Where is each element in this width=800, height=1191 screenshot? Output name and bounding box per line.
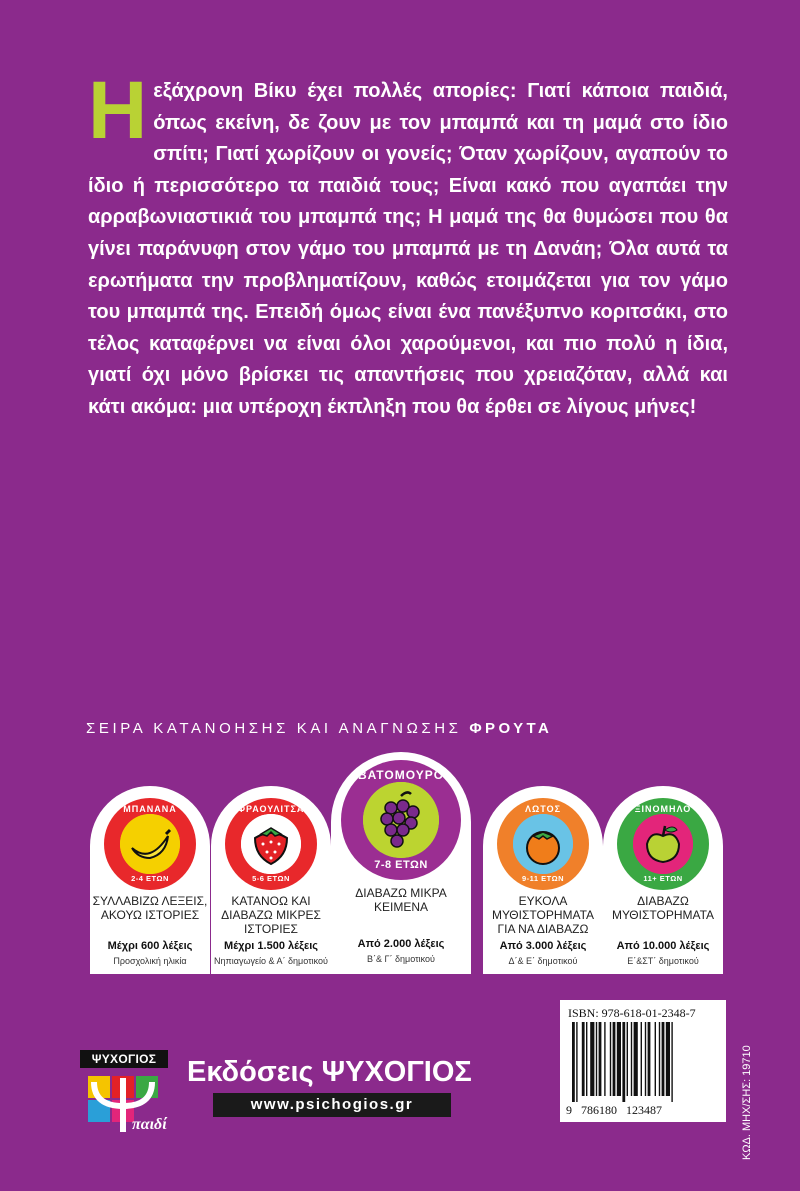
series-label: ΣΕΙΡΑ ΚΑΤΑΝΟΗΣΗΣ ΚΑΙ ΑΝΑΓΝΩΣΗΣ <box>86 720 462 737</box>
product-code-text: ΚΩΔ. ΜΗΧ/ΣΗΣ: 19710 <box>741 1045 753 1160</box>
barcode-bar <box>648 1022 651 1096</box>
barcode-bar <box>641 1022 642 1096</box>
apple-badge <box>617 798 709 890</box>
banana-icon <box>120 814 180 874</box>
level-word-count: Μέχρι 1.500 λέξεις <box>224 940 318 952</box>
publisher-name: Εκδόσεις ΨΥΧΟΓΙΟΣ <box>187 1056 472 1088</box>
barcode-bar <box>599 1022 602 1096</box>
level-grade: Προσχολική ηλικία <box>113 956 187 966</box>
series-name: ΦΡΟΥΤΑ <box>469 720 553 737</box>
level-card-strawberry <box>211 786 331 974</box>
barcode-bar <box>576 1022 577 1102</box>
badge-fruit-name: ΜΠΑΝΑΝΑ <box>123 804 177 814</box>
isbn-barcode <box>560 1000 726 1122</box>
blackberry-badge <box>341 760 461 880</box>
barcode-bar <box>662 1022 665 1096</box>
persimmon-icon <box>513 814 573 874</box>
level-grade: Β΄& Γ΄ δημοτικού <box>367 954 435 964</box>
logo-subtitle: παιδί <box>132 1116 167 1133</box>
barcode-bar <box>586 1022 587 1096</box>
level-description: ΔΙΑΒΑΖΩ ΜΙΚΡΑ ΚΕΙΜΕΝΑ <box>355 886 447 914</box>
back-cover-blurb <box>88 65 728 424</box>
badge-fruit-name: ΒΑΤΟΜΟΥΡΟ <box>357 768 445 782</box>
badge-age: 9-11 ΕΤΩΝ <box>521 874 565 883</box>
badge-age: 5-6 ΕΤΩΝ <box>252 874 290 883</box>
level-card-banana <box>90 786 210 974</box>
level-description: ΣΥΛΛΑΒΙΖΩ ΛΕΞΕΙΣ, ΑΚΟΥΩ ΙΣΤΟΡΙΕΣ <box>92 894 208 922</box>
badge-fruit-name: ΞΙΝΟΜΗΛΟ <box>634 804 692 814</box>
level-word-count: Μέχρι 600 λέξεις <box>107 940 193 952</box>
barcode-bar <box>596 1022 597 1096</box>
isbn-label: ISBN: 978-618-01-2348-7 <box>568 1006 696 1020</box>
badge-age: 7-8 ΕΤΩΝ <box>374 859 428 871</box>
level-card-persimmon <box>483 786 603 974</box>
level-card-apple <box>603 786 723 974</box>
level-description: ΔΙΑΒΑΖΩ ΜΥΘΙΣΤΟΡΗΜΑΤΑ <box>611 894 715 922</box>
level-description: ΚΑΤΑΝΟΩ ΚΑΙ ΔΙΑΒΑΖΩ ΜΙΚΡΕΣ ΙΣΤΟΡΙΕΣ <box>221 894 321 936</box>
barcode-bar <box>613 1022 616 1096</box>
barcode-bar <box>572 1022 575 1102</box>
badge-fruit-name: ΛΩΤΟΣ <box>525 804 561 814</box>
publisher-logo <box>80 1050 168 1142</box>
barcode-bar <box>617 1022 621 1096</box>
product-code <box>741 1040 755 1160</box>
barcode-bar <box>622 1022 625 1102</box>
barcode-digits: 9 786180 123487 <box>566 1103 662 1117</box>
barcode-bar <box>645 1022 646 1096</box>
barcode-bar <box>604 1022 605 1096</box>
level-grade: Ε΄&ΣΤ΄ δημοτικού <box>627 956 699 966</box>
level-word-count: Από 3.000 λέξεις <box>499 940 587 952</box>
drop-cap: Η <box>88 65 148 156</box>
strawberry-badge <box>225 798 317 890</box>
level-card-blackberry <box>331 752 471 974</box>
level-grade: Δ΄& Ε΄ δημοτικού <box>508 956 578 966</box>
level-word-count: Από 2.000 λέξεις <box>357 938 445 950</box>
level-description: ΕΥΚΟΛΑ ΜΥΘΙΣΤΟΡΗΜΑΤΑ ΓΙΑ ΝΑ ΔΙΑΒΑΖΩ <box>491 894 595 936</box>
level-grade: Νηπιαγωγείο & Α΄ δημοτικού <box>214 956 328 966</box>
barcode-bar <box>666 1022 670 1096</box>
barcode-bar <box>627 1022 628 1096</box>
badge-age: 2-4 ΕΤΩΝ <box>131 874 169 883</box>
badge-fruit-name: ΦΡΑΟΥΛΙΤΣΑ <box>237 804 305 814</box>
barcode-bar <box>590 1022 594 1096</box>
apple-icon <box>633 814 693 874</box>
banana-badge <box>104 798 196 890</box>
blurb-text: εξάχρονη Βίκυ έχει πολλές απορίες: Γιατί κάποια παιδιά, όπως εκείνη, δε ζουν με τον μπαμπά και τη μαμά στο ίδιο σπίτι; Γιατί χωρίζουν οι γονείς; Όταν χωρίζουν, αγαπούν το ίδιο ή περισσότερο τα παιδιά τους; Είναι κακό που αγαπάει την αρραβωνιαστικιά του μπαμπά της; Η μαμά της θα θυμώσει που θα γίνει παράνυφη στον γάμο του μπαμπά με τη Δανάη; Όλα αυτά τα ερωτήματα την προβληματίζουν, καθώς ετοιμάζεται για τον γάμο του μπαμπά της. Επειδή όμως είναι ένα πανέξυπνο κοριτσάκι, στο τέλος καταφέρνει να είναι όλοι χαρούμενοι, και πιο πολύ η ίδια, γιατί όχι μόνο βρίσκει τις απαντήσεις που χρειαζόταν, αλλά και κάτι ακόμα: μια υπέροχη έκπληξη που θα έρθει σε λίγους μήνες! <box>88 80 728 418</box>
persimmon-badge <box>497 798 589 890</box>
barcode-bar <box>631 1022 632 1096</box>
badge-age: 11+ ΕΤΩΝ <box>643 874 683 883</box>
barcode-bar <box>634 1022 638 1096</box>
barcode-bar <box>610 1022 611 1096</box>
barcode-bar <box>671 1022 672 1102</box>
barcode-bar <box>655 1022 656 1096</box>
barcode-bar <box>659 1022 660 1096</box>
strawberry-icon <box>241 814 301 874</box>
barcode-bar <box>582 1022 585 1096</box>
series-title <box>86 720 746 737</box>
publisher-website: www.psichogios.gr <box>213 1093 451 1117</box>
blackberry-icon <box>363 782 439 858</box>
logo-wordmark: ΨΥΧΟΓΙΟΣ <box>80 1050 168 1068</box>
barcode-bars <box>568 1022 718 1102</box>
level-word-count: Από 10.000 λέξεις <box>616 940 710 952</box>
